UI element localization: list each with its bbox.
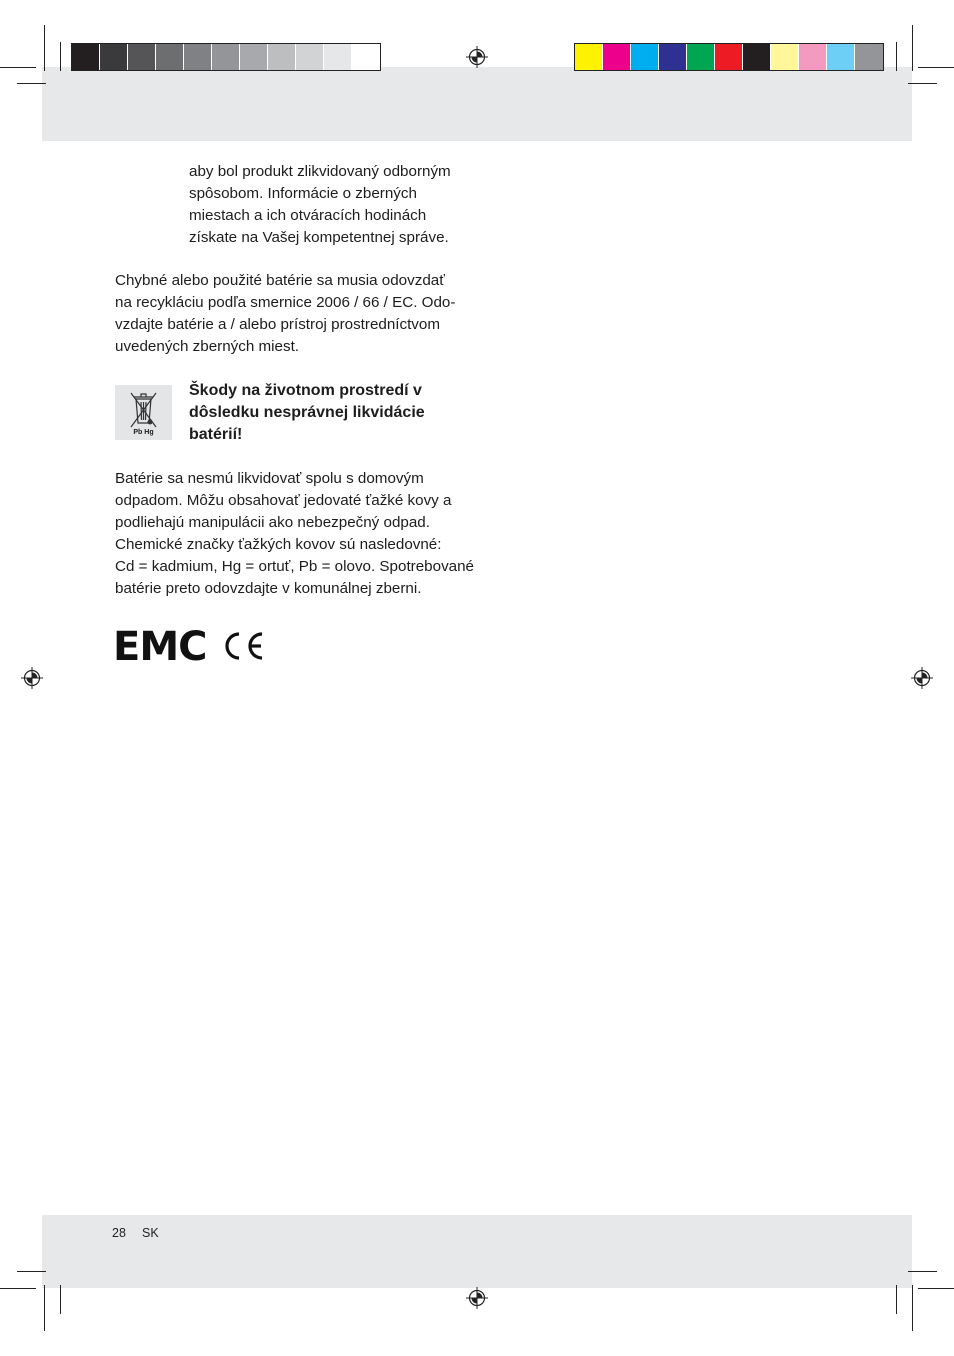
crop-mark bbox=[912, 25, 913, 71]
crop-mark bbox=[0, 1288, 36, 1289]
color-swatch bbox=[575, 44, 603, 70]
color-swatch bbox=[184, 44, 212, 70]
color-swatch bbox=[268, 44, 296, 70]
text-line: uvedených zberných miest. bbox=[115, 338, 300, 355]
color-swatch bbox=[855, 44, 883, 70]
crop-mark bbox=[908, 1271, 937, 1272]
battery-recycling-paragraph bbox=[115, 270, 455, 358]
disposal-info-paragraph bbox=[189, 161, 451, 249]
header-band bbox=[42, 67, 912, 141]
heading-line: dôsledku nesprávnej likvidácie bbox=[189, 404, 425, 421]
heavy-metals-paragraph bbox=[115, 468, 474, 600]
crop-mark bbox=[17, 83, 46, 84]
crop-mark bbox=[912, 1285, 913, 1331]
crop-mark bbox=[60, 1285, 61, 1314]
page-number: 28 bbox=[112, 1226, 126, 1240]
color-swatch bbox=[743, 44, 771, 70]
registration-mark-icon bbox=[466, 46, 488, 68]
crop-mark bbox=[918, 1288, 954, 1289]
heading-line: batérií! bbox=[189, 426, 243, 443]
grayscale-color-bar bbox=[71, 43, 381, 71]
color-swatch bbox=[324, 44, 352, 70]
crop-mark bbox=[44, 1285, 45, 1331]
color-swatch bbox=[799, 44, 827, 70]
ce-mark-icon bbox=[222, 630, 266, 662]
color-swatch bbox=[659, 44, 687, 70]
heading-line: Škody na životnom prostredí v bbox=[189, 382, 422, 399]
text-line: odpadom. Môžu obsahovať jedovaté ťažké kovy a bbox=[115, 492, 452, 509]
text-line: Chybné alebo použité batérie sa musia odovzdať bbox=[115, 272, 445, 289]
text-line: na recykláciu podľa smernice 2006 / 66 / EC. Odo- bbox=[115, 294, 456, 311]
color-swatch bbox=[128, 44, 156, 70]
color-swatch bbox=[827, 44, 855, 70]
color-swatch bbox=[296, 44, 324, 70]
crop-mark bbox=[44, 25, 45, 71]
registration-mark-icon bbox=[911, 667, 933, 689]
language-code: SK bbox=[142, 1226, 159, 1240]
color-swatch bbox=[631, 44, 659, 70]
crop-mark bbox=[908, 83, 937, 84]
text-line: podliehajú manipulácii ako nebezpečný odpad. bbox=[115, 514, 430, 531]
icon-label: Pb Hg bbox=[133, 429, 154, 436]
registration-mark-icon bbox=[466, 1287, 488, 1309]
environment-damage-heading bbox=[189, 380, 425, 446]
color-swatch bbox=[240, 44, 268, 70]
color-swatch bbox=[156, 44, 184, 70]
text-line: Chemické značky ťažkých kovov sú nasledovné: bbox=[115, 536, 442, 553]
text-line: vzdajte batérie a / alebo prístroj prostredníctvom bbox=[115, 316, 441, 333]
crop-mark bbox=[918, 67, 954, 68]
text-line: batérie preto odovzdajte v komunálnej zberni. bbox=[115, 580, 422, 597]
color-swatch bbox=[715, 44, 743, 70]
color-swatch bbox=[603, 44, 631, 70]
crop-mark bbox=[896, 1285, 897, 1314]
text-line: Cd = kadmium, Hg = ortuť, Pb = olovo. Spotrebované bbox=[115, 558, 475, 575]
color-swatch bbox=[352, 44, 380, 70]
crop-mark bbox=[0, 67, 36, 68]
crop-mark bbox=[896, 42, 897, 71]
footer-band bbox=[42, 1215, 912, 1288]
battery-disposal-icon-box bbox=[115, 385, 172, 440]
text-line: miestach a ich otváracích hodinách bbox=[189, 207, 427, 224]
color-swatch bbox=[687, 44, 715, 70]
color-swatch bbox=[771, 44, 799, 70]
color-swatch bbox=[100, 44, 128, 70]
color-swatch bbox=[212, 44, 240, 70]
emc-label: EMC bbox=[113, 624, 207, 670]
color-swatch bbox=[72, 44, 100, 70]
text-line: získate na Vašej kompetentnej správe. bbox=[189, 229, 449, 246]
process-color-bar bbox=[574, 43, 884, 71]
text-line: spôsobom. Informácie o zberných bbox=[189, 185, 417, 202]
crop-mark bbox=[60, 42, 61, 71]
crop-mark bbox=[17, 1271, 46, 1272]
text-line: Batérie sa nesmú likvidovať spolu s domovým bbox=[115, 470, 424, 487]
registration-mark-icon bbox=[21, 667, 43, 689]
text-line: aby bol produkt zlikvidovaný odborným bbox=[189, 163, 451, 180]
